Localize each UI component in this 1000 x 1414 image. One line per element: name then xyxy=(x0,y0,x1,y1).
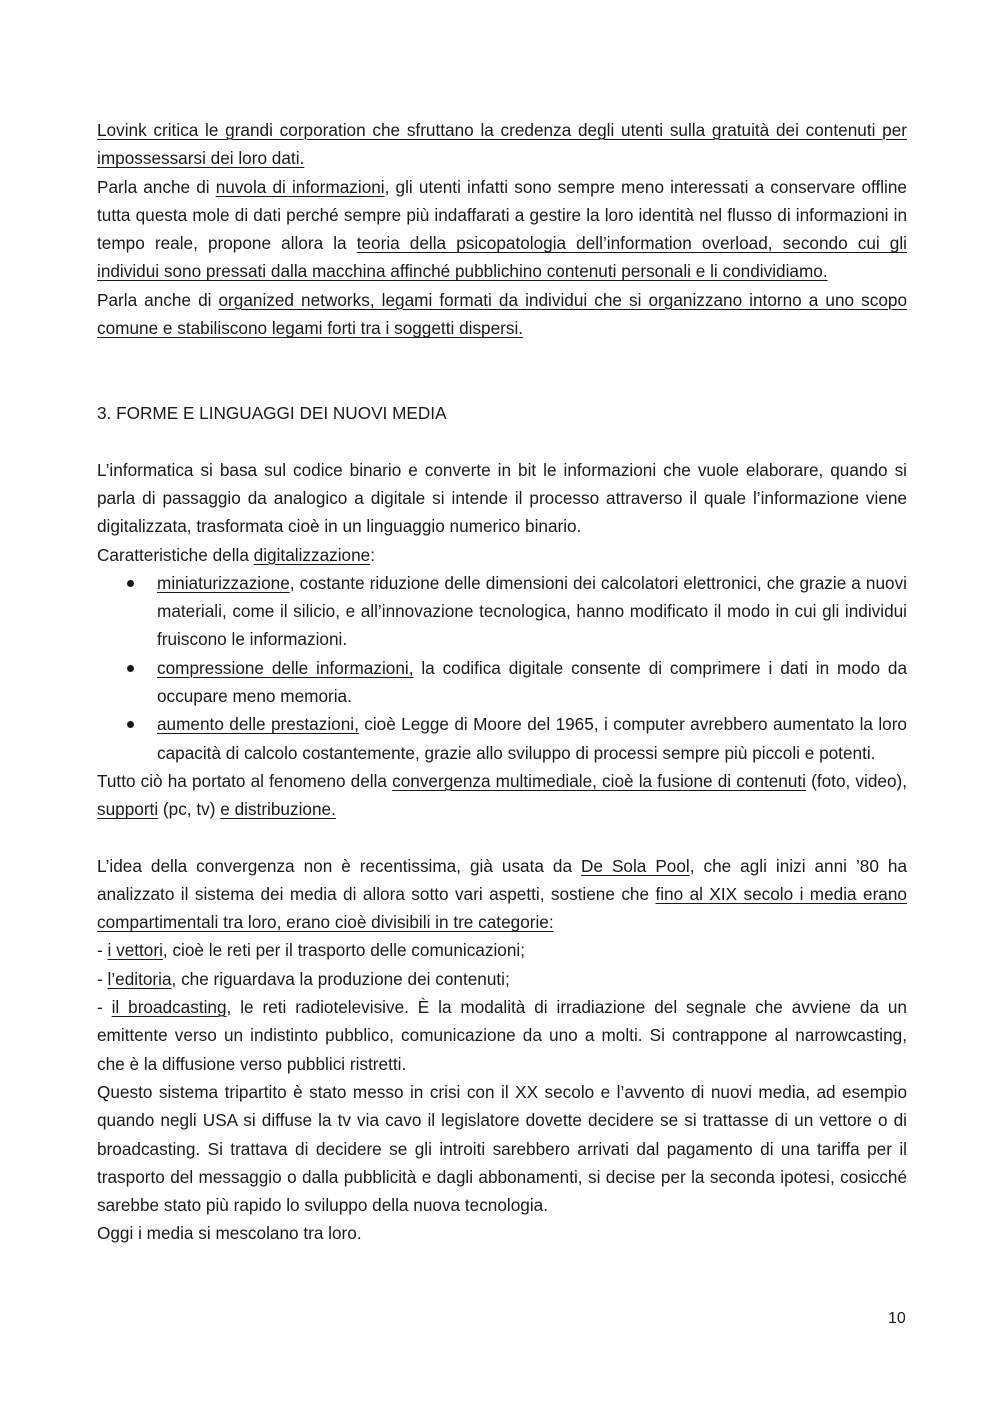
underlined-text: fino al XIX secolo i media erano compartimentali tra loro, erano cioè divisibili in tre categorie: xyxy=(97,883,907,933)
text-run: , che agli inizi anni ’80 ha analizzato il sistema dei media di allora sotto vari aspetti, sostiene che xyxy=(97,855,907,904)
underlined-text: supporti xyxy=(97,799,159,820)
paragraph-caratteristiche xyxy=(97,541,907,569)
text-run: , costante riduzione delle dimensioni dei calcolatori elettronici, che grazie a nuovi materiali, come il silicio, e all’innovazione tecnologica, hanno modificato il modo in cui gli individui fruiscono le informazioni. xyxy=(157,572,907,650)
paragraph-convergenza xyxy=(97,767,907,824)
spacer xyxy=(97,428,907,456)
text-run: L’idea della convergenza non è recentissima, già usata da xyxy=(97,855,582,876)
bullet-item xyxy=(97,569,907,654)
dash-item-broadcasting xyxy=(97,993,907,1078)
document-page xyxy=(97,116,907,1248)
dash-item-editoria xyxy=(97,965,907,993)
text-run: (foto, video), xyxy=(806,770,907,791)
dash-item-vettori xyxy=(97,936,907,964)
underlined-text: compressione delle informazioni, xyxy=(157,657,414,678)
underlined-text: aumento delle prestazioni, xyxy=(157,714,359,735)
text-run: (pc, tv) xyxy=(158,799,221,820)
text-run: , gli utenti infatti sono sempre meno interessati a conservare offline tutta questa mole di dati perché sempre più indaffarati a gestire la loro identità nel flusso di informazioni in tempo reale, propone allora la xyxy=(97,176,907,254)
text-run: Parla anche di xyxy=(97,176,216,197)
underlined-text: digitalizzazione xyxy=(253,544,371,565)
text-run: la codifica digitale consente di comprimere i dati in modo da occupare meno memoria. xyxy=(157,657,908,707)
text-run: : xyxy=(370,544,376,565)
bullet-icon xyxy=(127,721,134,728)
underlined-text: organized networks, legami formati da individui che si organizzano intorno a uno scopo comune e stabiliscono legami forti tra i soggetti dispersi. xyxy=(97,289,908,339)
paragraph-oggi: Oggi i media si mescolano tra loro. xyxy=(97,1223,362,1244)
bullet-item xyxy=(97,654,907,711)
text-run: Parla anche di xyxy=(97,289,219,310)
bullet-icon xyxy=(127,665,134,672)
paragraph-lovink xyxy=(97,116,907,173)
bullet-icon xyxy=(127,580,134,587)
section-heading: 3. FORME E LINGUAGGI DEI NUOVI MEDIA xyxy=(97,403,447,424)
text-run: - xyxy=(97,997,112,1018)
spacer xyxy=(97,342,907,399)
paragraph-informatica: L’informatica si basa sul codice binario e converte in bit le informazioni che vuole elaborare, quando si parla di passaggio da analogico a digitale si intende il processo attraverso il quale l’informazione viene digitalizzata, trasformata cioè in un linguaggio numerico binario. xyxy=(97,459,907,537)
text-run: , le reti radiotelevisive. È la modalità di irradiazione del segnale che avviene da un emittente verso un indistinto pubblico, comunicazione da uno a molti. Si contrappone al narrowcasting, che è la diffusione verso pubblici ristretti. xyxy=(97,997,907,1074)
text-run: - xyxy=(97,940,108,961)
bullet-list xyxy=(97,569,907,767)
underlined-text: convergenza multimediale, cioè la fusione di contenuti xyxy=(392,770,806,791)
underlined-text: nuvola di informazioni xyxy=(215,176,385,197)
underlined-text: De Sola Pool xyxy=(581,855,690,876)
underlined-text: l’editoria xyxy=(107,968,172,989)
spacer xyxy=(97,824,907,852)
underlined-text: Lovink critica le grandi corporation che sfruttano la credenza degli utenti sulla gratuità dei contenuti per impossessarsi dei loro dati. xyxy=(97,120,907,169)
paragraph-de-sola-pool xyxy=(97,852,907,937)
bullet-item xyxy=(97,710,907,767)
paragraph-nuvola xyxy=(97,173,907,286)
paragraph-organized-networks xyxy=(97,286,907,343)
text-run: cioè Legge di Moore del 1965, i computer avrebbero aumentato la loro capacità di calcolo costantemente, grazie allo sviluppo di processi sempre più piccoli e potenti. xyxy=(157,714,907,763)
text-run: , che riguardava la produzione dei contenuti; xyxy=(171,968,510,989)
text-run: Tutto ciò ha portato al fenomeno della xyxy=(97,770,393,791)
page-number: 10 xyxy=(888,1310,906,1327)
text-run: Caratteristiche della xyxy=(97,544,254,565)
text-run: , cioè le reti per il trasporto delle comunicazioni; xyxy=(162,940,525,961)
underlined-text: i vettori xyxy=(107,940,163,961)
underlined-text: il broadcasting xyxy=(111,997,227,1018)
paragraph-sistema-tripartito: Questo sistema tripartito è stato messo in crisi con il XX secolo e l’avvento di nuovi media, ad esempio quando negli USA si diffuse la tv via cavo il legislatore dovette decidere se si trattasse di un vettore o di broadcasting. Si trattava di decidere se gli introiti sarebbero arrivati dal pagamento di una tariffa per il trasporto del messaggio o dalla pubblicità e dagli abbonamenti, si decise per la seconda ipotesi, cosicché sarebbe stato più rapido lo sviluppo della nuova tecnologia. xyxy=(97,1081,907,1216)
underlined-text: e distribuzione. xyxy=(220,799,336,820)
underlined-text: teoria della psicopatologia dell’information overload, secondo cui gli individui sono pressati dalla macchina affinché pubblichino contenuti personali e li condividiamo. xyxy=(97,233,907,282)
text-run: - xyxy=(97,968,108,989)
underlined-text: miniaturizzazione xyxy=(157,572,290,593)
